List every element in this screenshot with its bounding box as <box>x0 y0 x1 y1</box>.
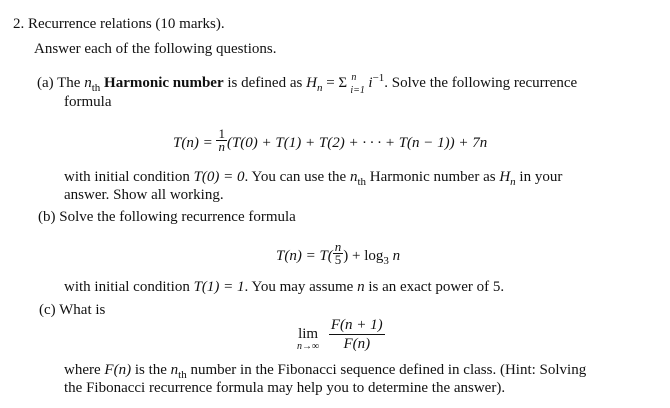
part-c-where-line2: the Fibonacci recurrence formula may help you to determine the answer). <box>64 380 506 396</box>
part-b-condition: with initial condition T(1) = 1. You may assume n is an exact power of 5. <box>64 279 505 295</box>
fraction-n-over-5: $\frac{n}{5}$ <box>334 239 342 267</box>
part-a-condition-line1: with initial condition T(0) = 0. You can use the $n_{th}$ Harmonic number as $H_n$ in your <box>64 169 563 188</box>
part-a-line1: (a) The $n_{th}$ Harmonic number is defined as $H_n$ = Σ n i=1 $i^{-1}$. Solve the following recurrence <box>37 72 578 96</box>
part-b-line1: (b) Solve the following recurrence formula <box>38 209 296 225</box>
question-intro: Answer each of the following questions. <box>34 41 277 57</box>
harmonic-term: Harmonic number <box>104 75 224 91</box>
part-c-line1: (c) What is <box>39 302 106 318</box>
part-a-line2: formula <box>64 94 112 110</box>
fraction-fibonacci-ratio: $\frac{F(n + 1)}{F(n)}$ <box>330 317 383 352</box>
part-b-label: (b) <box>38 209 56 225</box>
part-a-condition-line2: answer. Show all working. <box>64 187 224 203</box>
question-heading: 2. Recurrence relations (10 marks). <box>13 16 225 32</box>
part-c-where-line1: where F(n) is the $n_{th}$ number in the Fibonacci sequence defined in class. (Hint: Solving <box>64 362 587 381</box>
limit-operator: lim n→∞ <box>297 326 320 352</box>
part-a-formula: T(n) = $\frac{1}{n}$ (T(0) + T(1) + T(2) + · · · + T(n − 1)) + 7n <box>173 126 488 154</box>
summation: Σ n i=1 <box>338 72 365 96</box>
fraction-1-over-n: $\frac{1}{n}$ <box>218 126 225 154</box>
part-c-limit <box>297 318 385 354</box>
part-c-label: (c) <box>39 302 56 318</box>
part-a-label: (a) <box>37 75 54 91</box>
part-b-formula: T(n) = T( $\frac{n}{5}$ ) + $\log_3 n$ <box>276 239 401 267</box>
